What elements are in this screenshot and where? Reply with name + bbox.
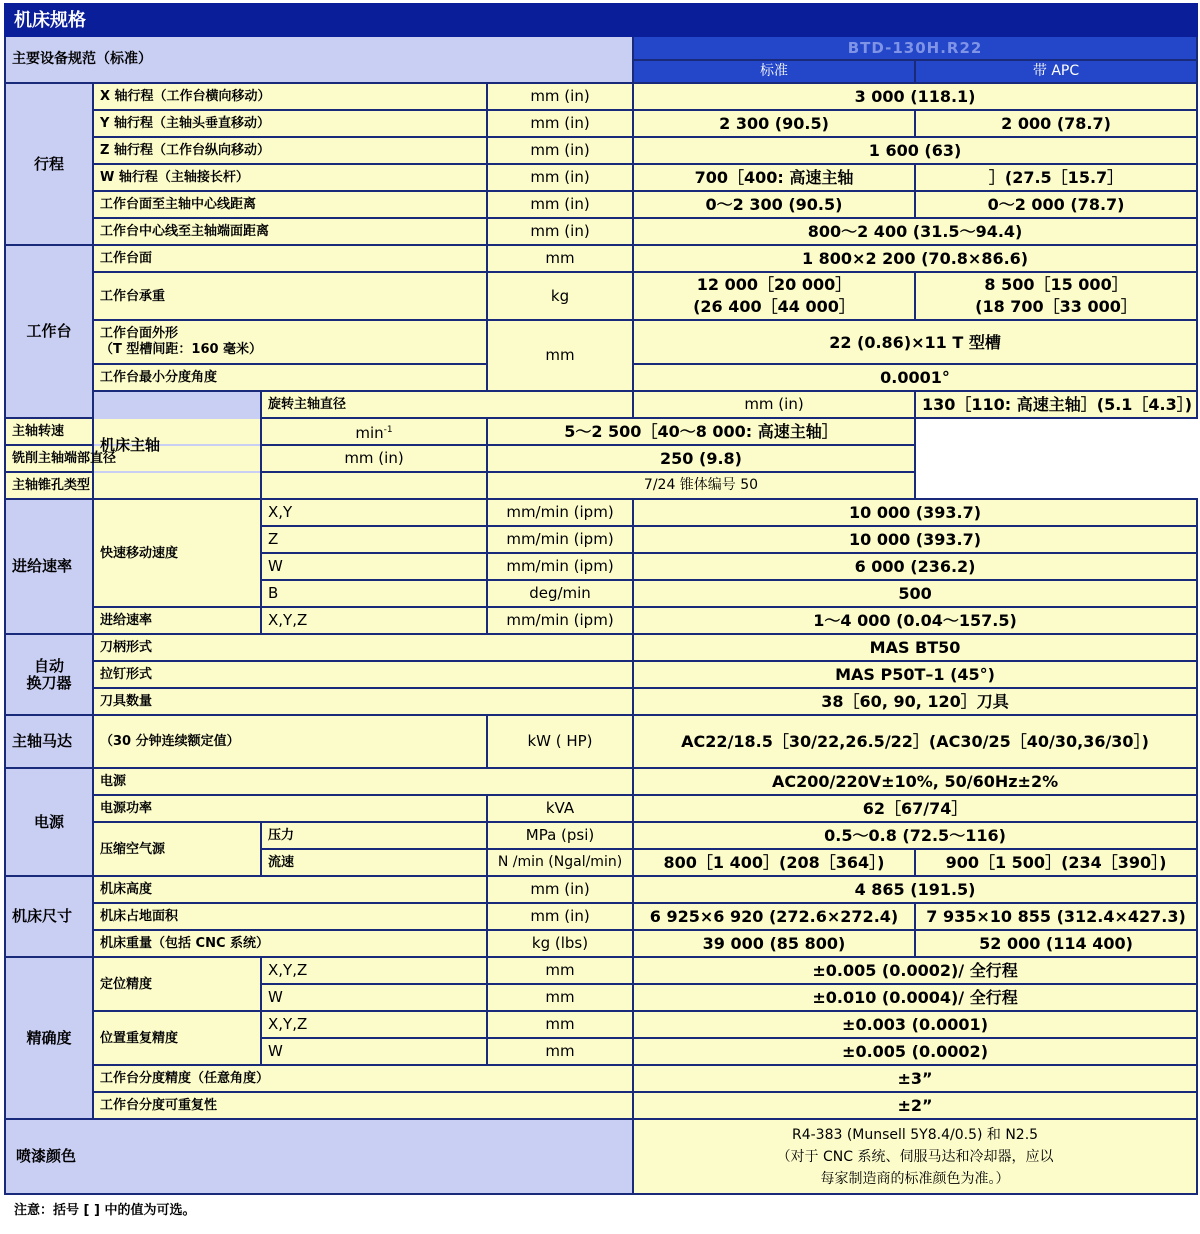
row-compressed-air: 压缩空气源 [93,822,261,876]
row-spindle-speed: 主轴转速 [5,418,261,445]
row-machine-height: 机床高度 [93,876,487,903]
category-spindle: 机床主轴 [93,391,261,499]
value-apc: 2 000 (78.7) [915,110,1197,137]
spec-table [4,3,1198,1195]
value-standard: 0～2 300 (90.5) [633,191,915,218]
row-table-to-center: 工作台面至主轴中心线距离 [93,191,487,218]
row-index-repeatability: 工作台分度可重复性 [93,1092,633,1119]
value-paint [633,1119,1197,1194]
value-standard [633,272,915,320]
value-standard: 700［400: 高速主轴 [633,164,915,191]
row-power-capacity: 电源功率 [93,795,487,822]
category-line: 自动 [33,656,64,675]
unit-cell [261,418,487,445]
value-apc: ］(27.5［15.7］ [915,164,1197,191]
label-line: 工作台面外形 [100,326,179,341]
row-repeatability: 位置重复精度 [93,1011,261,1065]
header-model: BTD-130H.R22 [633,36,1197,60]
row-tool-shank: 刀柄形式 [93,634,633,661]
category-atc [5,634,93,715]
value-cell: 250 (9.8) [487,445,915,472]
category-travel: 行程 [5,83,93,245]
row-feed-rate: 进给速率 [93,607,261,634]
value-cell: ±2” [633,1092,1197,1119]
row-spindle-taper: 主轴锥孔类型 [5,472,487,499]
axis-cell: X,Y [261,499,487,526]
value-cell: 5～2 500［40～8 000: 高速主轴］ [487,418,915,445]
unit-cell: kW ( HP) [487,715,633,768]
category-size: 机床尺寸 [5,876,93,957]
value-cell: 0.5～0.8 (72.5～116) [633,822,1197,849]
unit-cell: MPa (psi) [487,822,633,849]
value-line: (26 400［44 000］ [693,297,855,316]
value-cell: 1 600 (63) [633,137,1197,164]
header-apc: 带 APC [915,60,1197,83]
category-power: 电源 [5,768,93,876]
unit-cell: mm (in) [487,876,633,903]
value-cell: 22 (0.86)×11 T 型槽 [633,320,1197,364]
unit-cell: mm (in) [487,110,633,137]
value-line: 8 500［15 000］ [984,275,1128,294]
value-cell: 800～2 400 (31.5～94.4) [633,218,1197,245]
row-table-load: 工作台承重 [93,272,487,320]
row-power-supply: 电源 [93,768,633,795]
value-cell: ±3” [633,1065,1197,1092]
value-cell: 1 800×2 200 (70.8×86.6) [633,245,1197,272]
unit-cell: kg [487,272,633,320]
row-motor-rating: （30 分钟连续额定值） [93,715,487,768]
value-cell: 500 [633,580,1197,607]
header-main-spec: 主要设备规范（标准） [5,36,633,83]
category-feed: 进给速率 [5,499,93,634]
unit-cell: mm/min (ipm) [487,553,633,580]
value-line: 12 000［20 000］ [696,275,852,294]
row-table-surface: 工作台面 [93,245,487,272]
unit-cell: kg (lbs) [487,930,633,957]
row-air-pressure: 压力 [261,822,487,849]
row-floor-space: 机床占地面积 [93,903,487,930]
value-cell: ±0.005 (0.0002)/ 全行程 [633,957,1197,984]
unit-cell: mm/min (ipm) [487,526,633,553]
axis-cell: W [261,1038,487,1065]
value-apc: 0～2 000 (78.7) [915,191,1197,218]
unit-cell: mm (in) [487,903,633,930]
paint-line: R4-383 (Munsell 5Y8.4/0.5) 和 N2.5 [791,1126,1039,1143]
row-air-flow: 流速 [261,849,487,876]
value-cell: 3 000 (118.1) [633,83,1197,110]
value-standard: 6 925×6 920 (272.6×272.4) [633,903,915,930]
unit-cell: mm [487,245,633,272]
axis-cell: X,Y,Z [261,1011,487,1038]
unit-cell: deg/min [487,580,633,607]
category-table: 工作台 [5,245,93,418]
header-standard: 标准 [633,60,915,83]
unit-cell: mm/min (ipm) [487,499,633,526]
row-y-travel: Y 轴行程（主轴头垂直移动） [93,110,487,137]
value-cell: 10 000 (393.7) [633,526,1197,553]
row-table-index: 工作台最小分度角度 [93,364,487,391]
value-cell: AC200/220V±10%, 50/60Hz±2% [633,768,1197,795]
row-spindle-dia: 旋转主轴直径 [261,391,633,418]
row-rapid-traverse: 快速移动速度 [93,499,261,607]
row-pull-stud: 拉钉形式 [93,661,633,688]
category-line: 换刀器 [26,673,72,692]
category-motor: 主轴马达 [5,715,93,768]
axis-cell: B [261,580,487,607]
value-standard: 2 300 (90.5) [633,110,915,137]
value-cell: 38［60, 90, 120］刀具 [633,688,1197,715]
unit-cell: mm (in) [261,445,487,472]
value-cell: 0.0001° [633,364,1197,391]
value-cell: ±0.005 (0.0002) [633,1038,1197,1065]
unit-cell: mm [487,957,633,984]
unit-text: min [355,423,384,442]
unit-cell: mm (in) [487,137,633,164]
axis-cell: X,Y,Z [261,607,487,634]
unit-cell: mm [487,320,633,391]
value-cell: 4 865 (191.5) [633,876,1197,903]
paint-line: 每家制造商的标准颜色为准。） [820,1170,1010,1187]
unit-cell: kVA [487,795,633,822]
value-standard: 800［1 400］(208［364］) [633,849,915,876]
axis-cell: Z [261,526,487,553]
footnote: 注意：括号 [ ] 中的值为可选。 [14,1203,196,1218]
unit-cell: N /min (Ngal/min) [487,849,633,876]
row-spindle-mill: 铣削主轴端部直径 [5,445,261,472]
value-apc: 7 935×10 855 (312.4×427.3) [915,903,1197,930]
value-apc: 900［1 500］(234［390］) [915,849,1197,876]
row-table-shape [93,320,487,364]
row-center-to-nose: 工作台中心线至主轴端面距离 [93,218,487,245]
value-cell: 10 000 (393.7) [633,499,1197,526]
row-tool-count: 刀具数量 [93,688,633,715]
unit-cell: mm (in) [633,391,915,418]
unit-cell: mm (in) [487,164,633,191]
value-line: (18 700［33 000］ [975,297,1137,316]
row-w-travel: W 轴行程（主轴接长杆） [93,164,487,191]
axis-cell: X,Y,Z [261,957,487,984]
page-title: 机床规格 [5,4,1197,36]
value-cell: MAS P50T–1 (45°) [633,661,1197,688]
row-index-accuracy: 工作台分度精度（任意角度） [93,1065,633,1092]
paint-line: （对于 CNC 系统、伺服马达和冷却器，应以 [776,1148,1054,1165]
unit-cell: mm/min (ipm) [487,607,633,634]
category-paint: 喷漆颜色 [5,1119,633,1194]
axis-cell: W [261,984,487,1011]
value-cell: MAS BT50 [633,634,1197,661]
value-cell: 130［110: 高速主轴］(5.1［4.3］) [915,391,1197,418]
unit-cell: mm [487,1011,633,1038]
row-positioning: 定位精度 [93,957,261,1011]
unit-cell: mm (in) [487,83,633,110]
value-apc [915,272,1197,320]
value-cell: AC22/18.5［30/22,26.5/22］(AC30/25［40/30,36/30］) [633,715,1197,768]
axis-cell: W [261,553,487,580]
row-machine-weight: 机床重量（包括 CNC 系统） [93,930,487,957]
row-x-travel: X 轴行程（工作台横向移动） [93,83,487,110]
spec-table-wrapper [4,3,1196,1195]
unit-cell: mm (in) [487,191,633,218]
row-z-travel: Z 轴行程（工作台纵向移动） [93,137,487,164]
category-accuracy: 精确度 [5,957,93,1119]
unit-cell: mm (in) [487,218,633,245]
value-cell: 1～4 000 (0.04～157.5) [633,607,1197,634]
value-cell: 6 000 (236.2) [633,553,1197,580]
value-standard: 39 000 (85 800) [633,930,915,957]
value-cell: ±0.003 (0.0001) [633,1011,1197,1038]
value-cell: 7/24 锥体编号 50 [487,472,915,499]
value-cell: ±0.010 (0.0004)/ 全行程 [633,984,1197,1011]
label-line: （T 型槽间距：160 毫米） [100,342,263,357]
value-cell: 62［67/74］ [633,795,1197,822]
unit-cell: mm [487,984,633,1011]
value-apc: 52 000 (114 400) [915,930,1197,957]
unit-superscript: -1 [383,424,393,435]
unit-cell: mm [487,1038,633,1065]
